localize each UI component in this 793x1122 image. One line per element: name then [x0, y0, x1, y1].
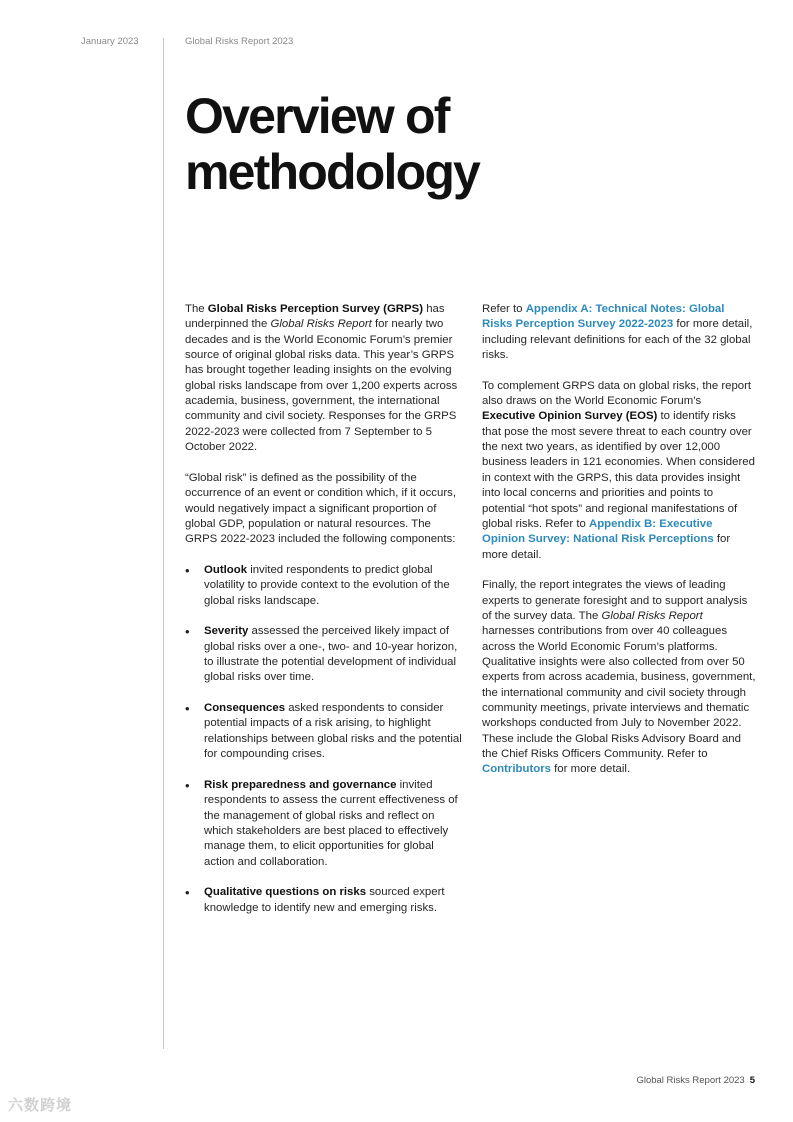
- text-run: To complement GRPS data on global risks, the report also draws on the World Economic Forum’s: [482, 379, 752, 408]
- list-item: [185, 885, 465, 916]
- page-title: Overview of methodology: [185, 88, 480, 200]
- text-run: sourced expert knowledge to identify new and emerging risks.: [204, 886, 445, 914]
- text-run: for more detail.: [550, 763, 631, 776]
- text-run: for nearly two decades and is the World Economic Forum’s premier source of original global risks data. This year’s GRPS has brought together leading insights on the evolving global risks landscape from over 1,200 experts across academia, business, government, the international community and civil society. Responses for the GRPS 2022-2023 were collected from 7 September to 5 October 2022.: [185, 318, 458, 454]
- components-list: [185, 563, 465, 916]
- bold-term: Executive Opinion Survey (EOS): [482, 410, 658, 423]
- left-column: [185, 302, 465, 931]
- list-item: [185, 563, 465, 609]
- list-item: [185, 624, 465, 685]
- right-column: [482, 302, 757, 793]
- reference-link[interactable]: Appendix B: Executive Opinion Survey: National Risk Perceptions: [482, 517, 714, 546]
- vertical-divider: [163, 38, 164, 1049]
- bold-term: Risk preparedness and governance: [204, 778, 397, 791]
- italic-title: Global Risks Report: [270, 318, 372, 331]
- text-run: Refer to: [482, 303, 526, 315]
- appendix-a-paragraph: [482, 302, 757, 363]
- text-run: asked respondents to consider potential impacts of a risk arising, to highlight relationships between global risks and the potential for compounding crises.: [204, 702, 462, 761]
- text-run: has underpinned the: [185, 303, 445, 331]
- page-number: 5: [749, 1075, 755, 1086]
- experts-paragraph: [482, 578, 757, 777]
- text-run: for more detail.: [482, 533, 731, 561]
- text-run: assessed the perceived likely impact of global risks over a one-, two- and 10-year horizon, to illustrate the potential development of individual global risks over time.: [204, 625, 458, 684]
- list-item: [185, 701, 465, 762]
- bold-term: Qualitative questions on risks: [204, 886, 367, 899]
- text-run: invited respondents to assess the current effectiveness of the management of global risks and reflect on which stakeholders are best placed to effectively manage them, to elicit opportunities for global action and collaboration.: [204, 778, 458, 868]
- eos-paragraph: [482, 379, 757, 563]
- intro-paragraph: [185, 302, 465, 455]
- text-run: “Global risk” is defined as the possibility of the occurrence of an event or condition which, if it occurs, would negatively impact a significant proportion of global GDP, population or natural resources. The GRPS 2022-2023 included the following components:: [185, 471, 456, 546]
- page-footer: [636, 1075, 755, 1086]
- watermark-logo: 六数跨境: [8, 1097, 73, 1114]
- bold-term: Outlook: [204, 563, 248, 576]
- text-run: Finally, the report integrates the views of leading experts to generate foresight and to support analysis of the survey data. The: [482, 579, 748, 622]
- bold-term: Severity: [204, 625, 249, 638]
- definition-paragraph: [185, 471, 465, 548]
- footer-report-title: Global Risks Report 2023: [636, 1075, 745, 1086]
- bold-term: Global Risks Perception Survey (GRPS): [207, 303, 424, 315]
- text-run: harnesses contributions from over 40 colleagues across the World Economic Forum’s platforms. Qualitative insights were also collected from over 50 experts from across academia, business, government, the international community and civil society through community meetings, private interviews and thematic workshops conducted from July to November 2022. These include the Global Risks Advisory Board and the Chief Risks Officers Community. Refer to: [482, 625, 756, 761]
- header-report-title: Global Risks Report 2023: [185, 36, 294, 47]
- text-run: for more detail, including relevant definitions for each of the 32 global risks.: [482, 318, 753, 362]
- reference-link[interactable]: Appendix A: Technical Notes: Global Risks Perception Survey 2022-2023: [482, 303, 725, 331]
- text-run: invited respondents to predict global volatility to provide context to the evolution of the global risks landscape.: [204, 563, 450, 607]
- text-run: The: [185, 303, 208, 315]
- text-run: to identify risks that pose the most severe threat to each country over the next two years, as identified by over 12,000 business leaders in 121 economies. When considered in context with the GRPS, this data provides insight into local concerns and priorities and points to potential “hot spots” and regional manifestations of global risks. Refer to: [482, 410, 755, 530]
- list-item: [185, 778, 465, 870]
- header-date: January 2023: [81, 36, 139, 47]
- bold-term: Consequences: [204, 702, 286, 715]
- italic-title: Global Risks Report: [601, 609, 703, 622]
- reference-link[interactable]: Contributors: [482, 763, 551, 776]
